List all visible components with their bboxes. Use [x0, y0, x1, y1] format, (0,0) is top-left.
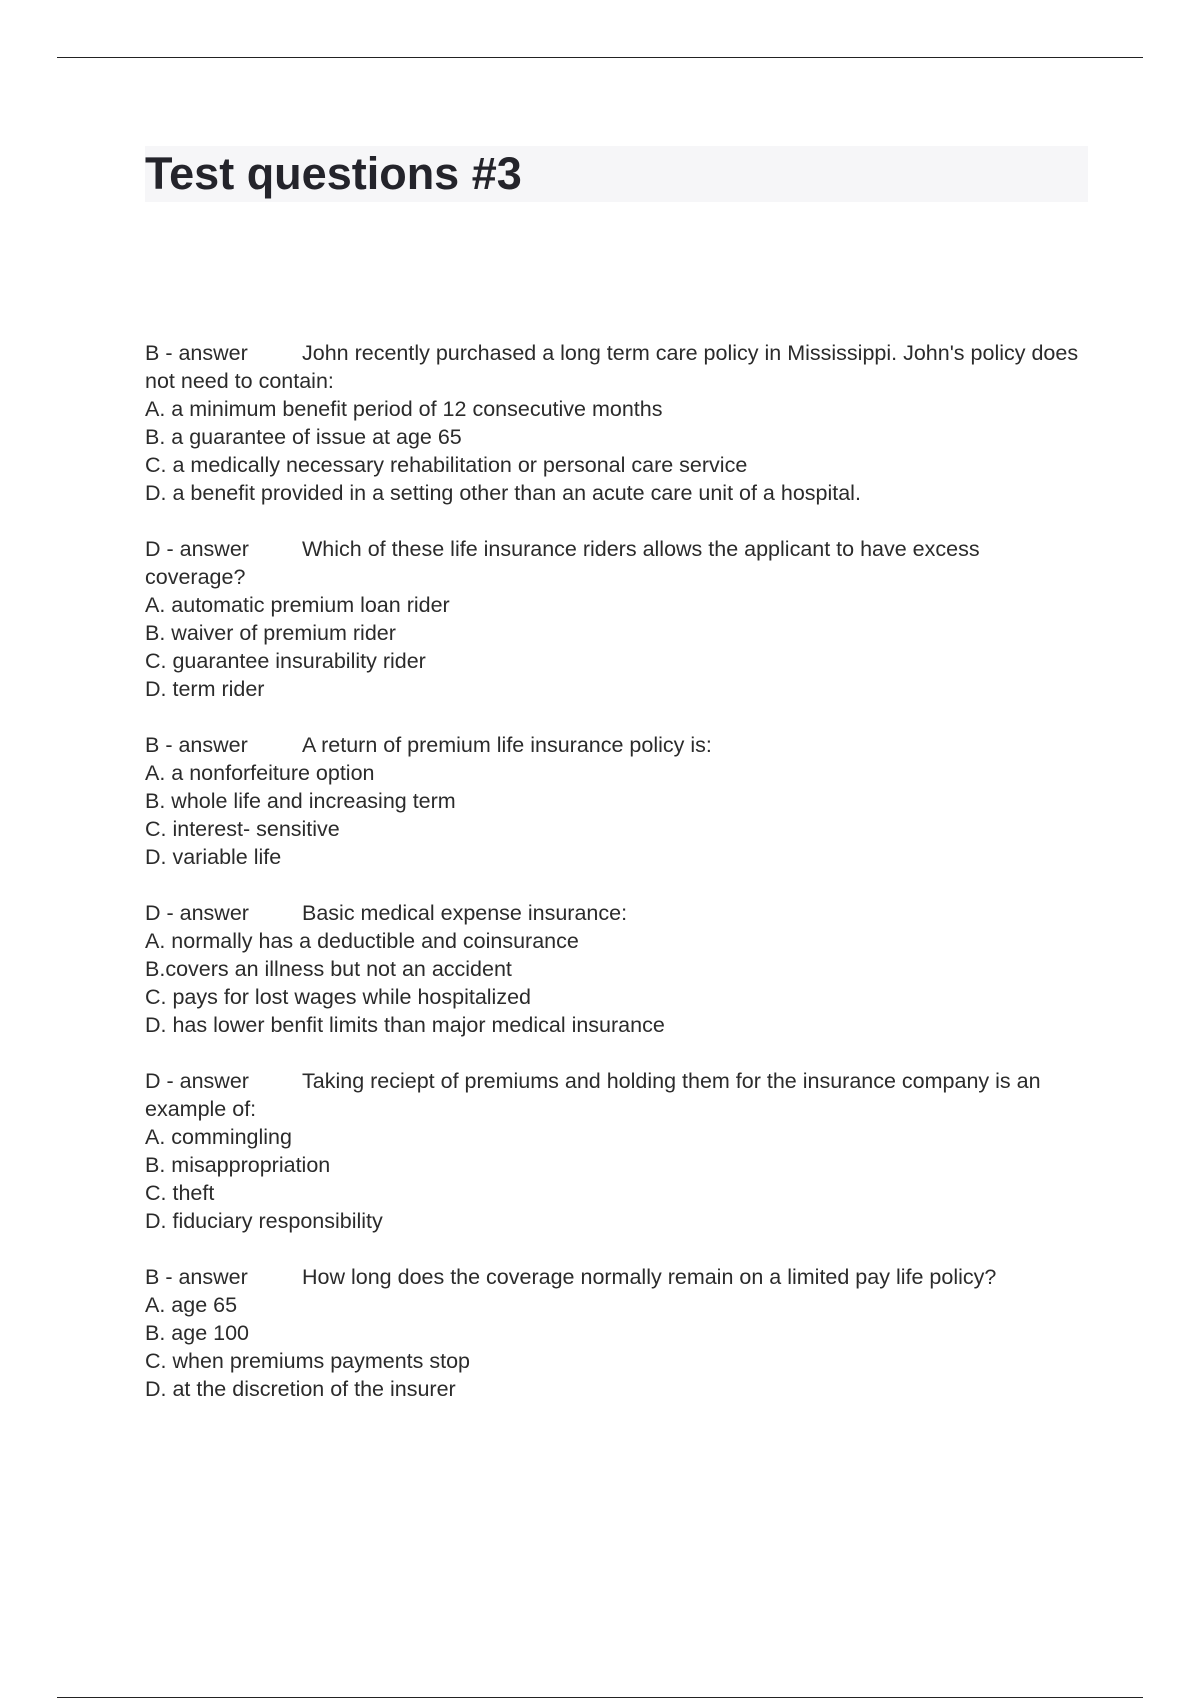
answer-label: B - answer [145, 733, 248, 757]
option-a: A. commingling [145, 1125, 292, 1149]
option-a: A. automatic premium loan rider [145, 593, 450, 617]
answer-label: D - answer [145, 1069, 249, 1093]
option-b: B. a guarantee of issue at age 65 [145, 425, 462, 449]
question-text: Which of these life insurance riders allows the applicant to have excess coverage? [145, 537, 980, 589]
option-c: C. interest- sensitive [145, 817, 340, 841]
question-text-line [145, 899, 1085, 927]
question-text-line [145, 1263, 1085, 1291]
page-title: Test questions #3 [145, 148, 522, 199]
question-text: Taking reciept of premiums and holding them for the insurance company is an example of: [145, 1069, 1041, 1121]
option-d: D. term rider [145, 677, 265, 701]
option-c: C. pays for lost wages while hospitalized [145, 985, 531, 1009]
answer-label: B - answer [145, 341, 248, 365]
question-block [145, 339, 1085, 507]
question-block [145, 731, 1085, 871]
option-d: D. a benefit provided in a setting other than an acute care unit of a hospital. [145, 481, 861, 505]
answer-label: D - answer [145, 537, 249, 561]
option-b: B.covers an illness but not an accident [145, 957, 512, 981]
option-c: C. a medically necessary rehabilitation or personal care service [145, 453, 748, 477]
option-b: B. misappropriation [145, 1153, 331, 1177]
question-list [145, 339, 1085, 1431]
option-d: D. variable life [145, 845, 282, 869]
option-a: A. age 65 [145, 1293, 238, 1317]
option-c: C. when premiums payments stop [145, 1349, 471, 1373]
question-block [145, 1263, 1085, 1403]
option-d: D. has lower benfit limits than major medical insurance [145, 1013, 665, 1037]
bottom-rule [57, 1697, 1143, 1698]
question-block [145, 899, 1085, 1039]
question-text-line [145, 731, 1085, 759]
question-text: Basic medical expense insurance: [302, 901, 628, 925]
top-rule [57, 57, 1143, 58]
question-text-line [145, 1067, 1085, 1123]
option-a: A. normally has a deductible and coinsurance [145, 929, 579, 953]
question-text: A return of premium life insurance policy is: [302, 733, 712, 757]
question-text: John recently purchased a long term care policy in Mississippi. John's policy does not need to contain: [145, 341, 1079, 393]
question-block [145, 535, 1085, 703]
question-text: How long does the coverage normally remain on a limited pay life policy? [302, 1265, 997, 1289]
answer-label: B - answer [145, 1265, 248, 1289]
option-a: A. a minimum benefit period of 12 consecutive months [145, 397, 663, 421]
option-b: B. waiver of premium rider [145, 621, 396, 645]
option-c: C. theft [145, 1181, 215, 1205]
option-c: C. guarantee insurability rider [145, 649, 426, 673]
option-d: D. fiduciary responsibility [145, 1209, 383, 1233]
option-d: D. at the discretion of the insurer [145, 1377, 456, 1401]
question-text-line [145, 535, 1085, 591]
answer-label: D - answer [145, 901, 249, 925]
option-b: B. age 100 [145, 1321, 250, 1345]
option-a: A. a nonforfeiture option [145, 761, 375, 785]
question-text-line [145, 339, 1085, 395]
question-block [145, 1067, 1085, 1235]
option-b: B. whole life and increasing term [145, 789, 456, 813]
